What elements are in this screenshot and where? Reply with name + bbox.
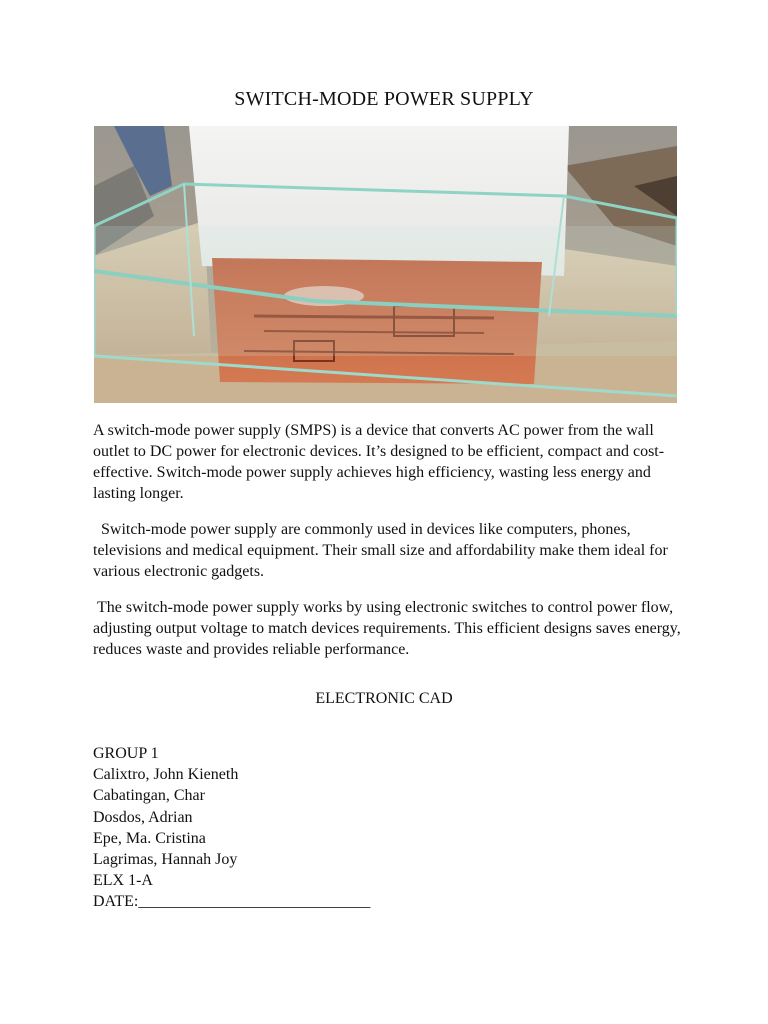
group-label: GROUP 1	[93, 745, 159, 762]
group-roster	[93, 743, 370, 913]
member-name: Dosdos, Adrian	[93, 808, 193, 826]
member-name: Lagrimas, Hannah Joy	[93, 851, 238, 869]
document-title: SWITCH-MODE POWER SUPPLY	[234, 88, 534, 110]
member-name: Calixtro, John Kieneth	[93, 766, 239, 784]
paragraph-operation: The switch-mode power supply works by using electronic switches to control power flow, adjusting output voltage to match devices requirements. This efficient designs saves energy, reduces waste and provides reliable performance.	[93, 599, 685, 658]
member-name: Cabatingan, Char	[93, 787, 205, 805]
paragraph-uses: Switch-mode power supply are commonly used in devices like computers, phones, televisions and medical equipment. Their small size and affordability make them ideal for various electronic gadgets.	[93, 521, 672, 580]
member-name: Epe, Ma. Cristina	[93, 829, 206, 847]
paragraph-intro: A switch-mode power supply (SMPS) is a device that converts AC power from the wall outlet to DC power for electronic devices. It’s designed to be efficient, compact and cost-effective. Switch-mode power supply achieves high efficiency, wasting less energy and lasting longer.	[93, 422, 665, 502]
section-label: ELX 1-A	[93, 872, 153, 890]
pcb-in-glass-box-photo	[94, 126, 677, 403]
date-line: DATE:_____________________________	[93, 893, 371, 911]
course-subheading: ELECTRONIC CAD	[315, 690, 453, 707]
